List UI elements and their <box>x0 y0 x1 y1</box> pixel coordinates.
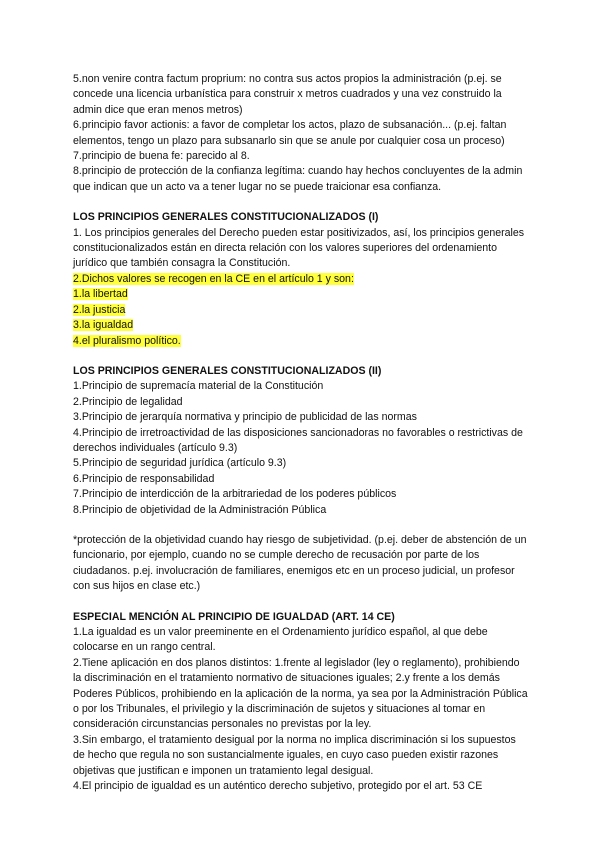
equality-item: 3.Sin embargo, el tratamiento desigual por la norma no implica discriminación si los supuestos de hecho que regula no son sustancialmente iguales, en cuyo caso pueden existir razones objetivas que justifican e imponen un tratamiento legal desigual. <box>73 733 516 777</box>
section-1-heading: LOS PRINCIPIOS GENERALES CONSTITUCIONALIZADOS (I) <box>73 211 379 224</box>
principle-item: 3.Principio de jerarquía normativa y principio de publicidad de las normas <box>73 411 417 424</box>
document-page <box>73 72 529 794</box>
intro-item: 7.principio de buena fe: parecido al 8. <box>73 150 250 163</box>
highlighted-line: 1.la libertad <box>73 288 128 301</box>
principle-item: 4.Principio de irretroactividad de las disposiciones sancionadoras no favorables o restrictivas de derechos individuales (artículo 9.3) <box>73 426 523 454</box>
principle-item: 2.Principio de legalidad <box>73 395 183 408</box>
principle-item: 5.Principio de seguridad jurídica (artículo 9.3) <box>73 457 287 470</box>
equality-item: 2.Tiene aplicación en dos planos distintos: 1.frente al legislador (ley o reglamento), prohibiendo la discriminación en el tratamiento normativo de situaciones iguales; 2.y frente a los demás Poderes Públicos, prohibiendo en la aplicación de la norma, ya sea por la Administración Pública o por los Tribunales, el privilegio y la discriminación de sujetos y situaciones al tomar en consideración circunstancias personales no previstas por la ley. <box>73 656 528 731</box>
intro-item: 5.non venire contra factum proprium: no contra sus actos propios la administración (p.ej. se concede una licencia urbanística para construir x metros cuadrados y una vez construido la admin dice que eran menos metros) <box>73 73 502 116</box>
principle-item: 6.Principio de responsabilidad <box>73 472 215 485</box>
equality-item: 4.El principio de igualdad es un auténtico derecho subjetivo, protegido por el art. 53 CE <box>73 780 483 793</box>
objectivity-note: *protección de la objetividad cuando hay riesgo de subjetividad. (p.ej. deber de abstención de un funcionario, por ejemplo, cuando no se cumple derecho de recusación por parte de los ciudadanos. p.ej. involucración de familiares, enemigos etc en un proceso judicial, un profesor con sus hijos en clase etc.) <box>73 533 527 593</box>
section-1-paragraph: 1. Los principios generales del Derecho pueden estar positivizados, así, los principios generales constitucionalizados están en directa relación con los valores superiores del ordenamiento jurídico que también consagra la Constitución. <box>73 226 525 270</box>
highlighted-line: 4.el pluralismo político. <box>73 334 181 347</box>
principle-item: 8.Principio de objetividad de la Administración Pública <box>73 503 327 516</box>
intro-item: 8.principio de protección de la confianza legítima: cuando hay hechos concluyentes de la admin que indican que un acto va a tener lugar no se puede traicionar esa confianza. <box>73 165 523 193</box>
intro-item: 6.principio favor actionis: a favor de completar los actos, plazo de subsanación... (p.ej. faltan elementos, tengo un plazo para subsanarlo sin que se anule por cualquier cosa un proceso) <box>73 119 507 147</box>
principle-item: 1.Principio de supremacía material de la Constitución <box>73 380 324 393</box>
section-2-heading: LOS PRINCIPIOS GENERALES CONSTITUCIONALIZADOS (II) <box>73 364 382 377</box>
equality-item: 1.La igualdad es un valor preeminente en el Ordenamiento jurídico español, al que debe colocarse en un rango central. <box>73 626 488 654</box>
highlighted-line: 3.la igualdad <box>73 319 134 332</box>
principle-item: 7.Principio de interdicción de la arbitrariedad de los poderes públicos <box>73 488 397 501</box>
highlighted-line: 2.la justicia <box>73 303 126 316</box>
highlighted-line: 2.Dichos valores se recogen en la CE en el artículo 1 y son: <box>73 272 354 285</box>
section-3-heading: ESPECIAL MENCIÓN AL PRINCIPIO DE IGUALDAD (ART. 14 CE) <box>73 610 395 623</box>
